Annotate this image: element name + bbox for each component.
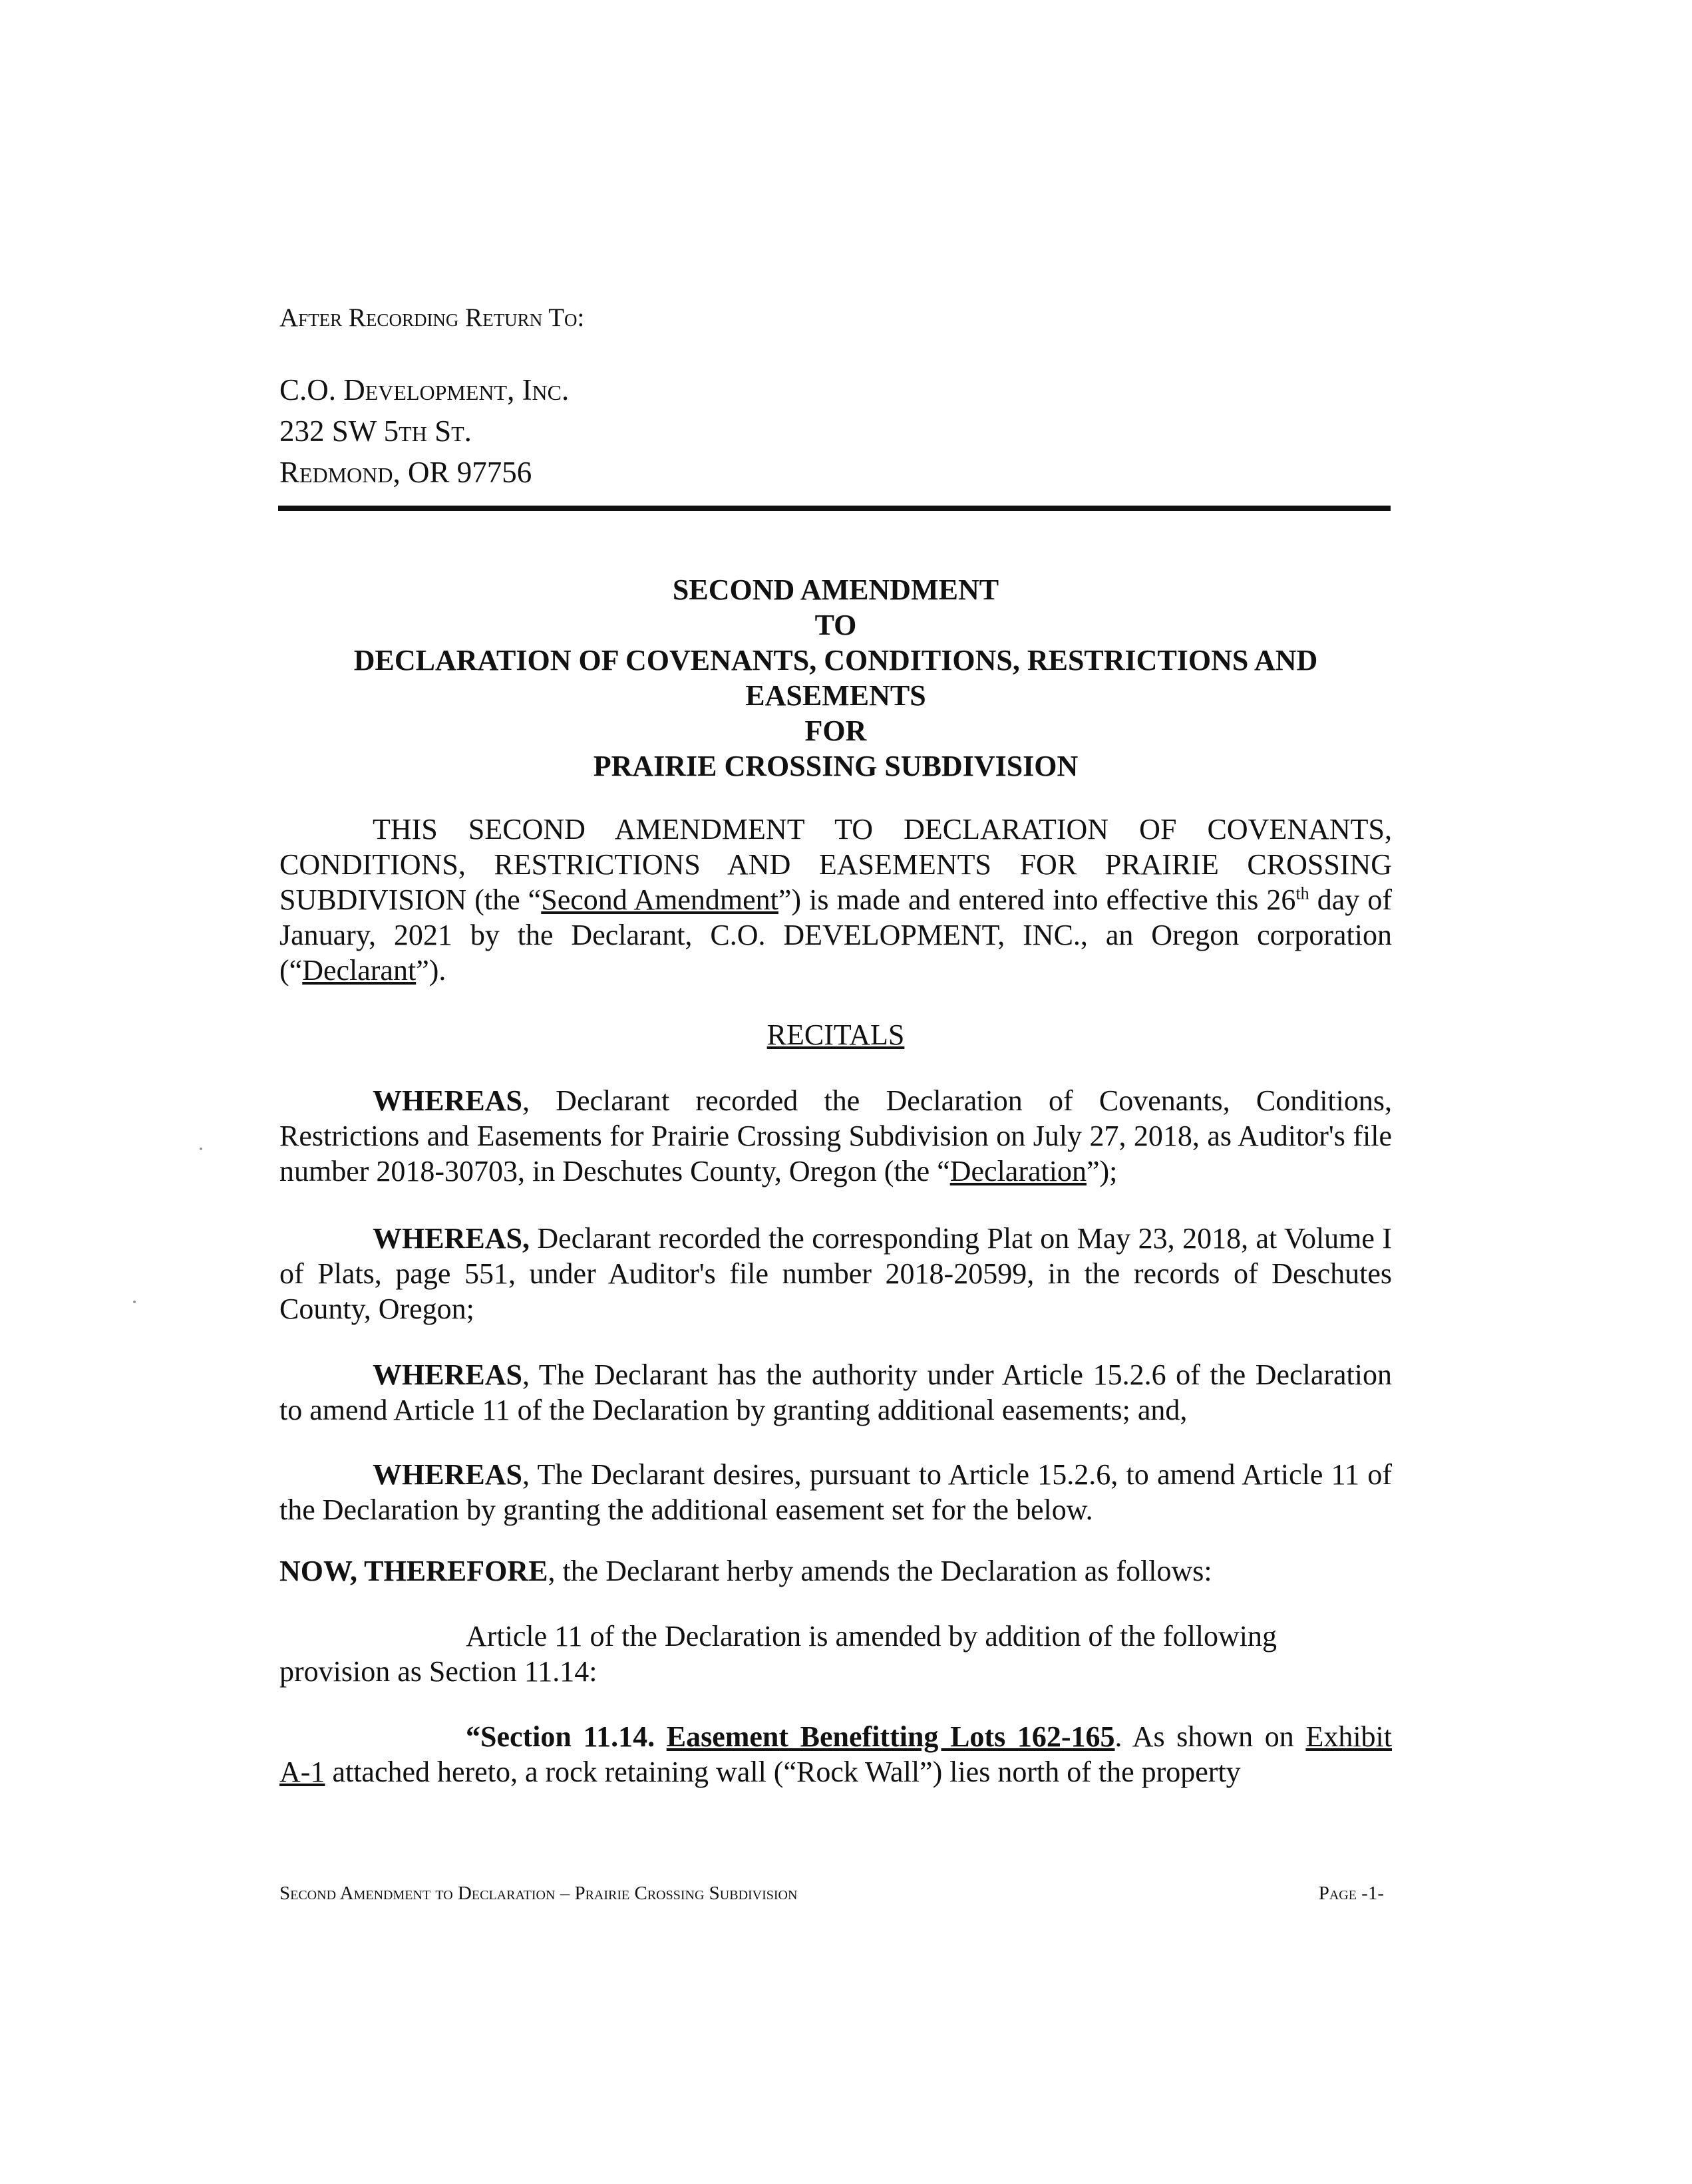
section-line-2 <box>279 1754 1392 1790</box>
title-line-3: DECLARATION OF COVENANTS, CONDITIONS, RESTRICTIONS AND <box>353 644 1318 677</box>
intro-text-4: ”). <box>416 954 446 987</box>
whereas-lead: WHEREAS, <box>373 1222 530 1255</box>
whereas-paragraph-1 <box>279 1083 1392 1189</box>
title-line-2: TO <box>814 609 857 641</box>
section-title: Easement Benefitting Lots 162-165 <box>666 1720 1115 1753</box>
title-line-5: FOR <box>804 714 867 747</box>
whereas-end: ”); <box>1086 1155 1118 1187</box>
intro-term-declarant: Declarant <box>302 954 417 987</box>
whereas-paragraph-2 <box>279 1221 1392 1326</box>
section-text-2: attached hereto, a rock retaining wall (“Rock Wall”) lies north of the property <box>325 1756 1241 1788</box>
return-company: C.O. Development, Inc. <box>279 373 570 406</box>
intro-text-1: THIS SECOND AMENDMENT TO DECLARATION OF COVENANTS, CONDITIONS, RESTRICTIONS AND EASEMENTS FOR PRAIRIE CROSSING SUBDIVISION (the “ <box>279 813 1392 916</box>
section-number: “Section 11.14. <box>466 1720 655 1753</box>
now-therefore-text: , the Declarant herby amends the Declaration as follows: <box>548 1555 1212 1587</box>
intro-paragraph <box>279 812 1392 988</box>
intro-superscript: th <box>1295 883 1309 903</box>
article-line-2: provision as Section 11.14: <box>279 1655 597 1688</box>
article-amendment-paragraph <box>279 1619 1392 1689</box>
whereas-text: , Declarant recorded the Declaration of Covenants, Conditions, Restrictions and Easements for Prairie Crossing Subdivision on July 27, 2018, as Auditor's file number 2018-30703, in Deschutes County, Oregon (the “ <box>279 1084 1392 1187</box>
scan-speck <box>133 1301 136 1303</box>
whereas-paragraph-4 <box>279 1457 1392 1527</box>
scan-speck <box>200 1148 202 1150</box>
section-line-1 <box>279 1719 1392 1754</box>
whereas-text: Declarant recorded the corresponding Plat on May 23, 2018, at Volume I of Plats, page 551, under Auditor's file number 2018-20599, in the records of Deschutes County, Oregon; <box>279 1222 1392 1325</box>
article-line-1: Article 11 of the Declaration is amended by addition of the following <box>466 1620 1277 1652</box>
whereas-text: , The Declarant desires, pursuant to Article 15.2.6, to amend Article 11 of the Declaration by granting the additional easement set for the below. <box>279 1458 1392 1526</box>
intro-term-second-amendment: Second Amendment <box>541 883 778 916</box>
footer-title: Second Amendment to Declaration – Prairie Crossing Subdivision <box>279 1883 798 1904</box>
whereas-lead: WHEREAS <box>373 1458 522 1491</box>
horizontal-rule <box>278 506 1391 511</box>
exhibit-reference: Exhibit <box>1305 1720 1392 1753</box>
title-line-1: SECOND AMENDMENT <box>672 573 999 606</box>
now-therefore-paragraph <box>279 1553 1392 1589</box>
intro-text-3: day of January, 2021 by the Declarant, C.O. DEVELOPMENT, INC., an Oregon corporation (“ <box>279 883 1393 987</box>
whereas-lead: WHEREAS <box>373 1084 522 1117</box>
footer-page-number: Page -1- <box>1318 1883 1384 1904</box>
intro-text-2: ”) is made and entered into effective this 26 <box>778 883 1296 916</box>
page-footer <box>279 1883 1384 1905</box>
declaration-term: Declaration <box>949 1155 1087 1187</box>
whereas-lead: WHEREAS <box>373 1358 522 1391</box>
return-city: Redmond, OR 97756 <box>279 456 532 489</box>
title-line-6: PRAIRIE CROSSING SUBDIVISION <box>593 750 1079 782</box>
recitals-heading: RECITALS <box>766 1018 905 1051</box>
return-label: After Recording Return To: <box>279 303 585 332</box>
whereas-text: , The Declarant has the authority under Article 15.2.6 of the Declaration to amend Article 11 of the Declaration by granting additional easements; and, <box>279 1358 1392 1426</box>
title-line-4: EASEMENTS <box>745 679 926 712</box>
document-title <box>279 572 1392 784</box>
now-therefore-lead: NOW, THEREFORE <box>279 1555 548 1587</box>
return-street: 232 SW 5th St. <box>279 414 472 448</box>
exhibit-reference-suffix: A-1 <box>279 1756 325 1788</box>
section-text-1: . As shown on <box>1114 1720 1306 1753</box>
whereas-paragraph-3 <box>279 1357 1392 1428</box>
section-11-14-paragraph <box>279 1719 1392 1790</box>
